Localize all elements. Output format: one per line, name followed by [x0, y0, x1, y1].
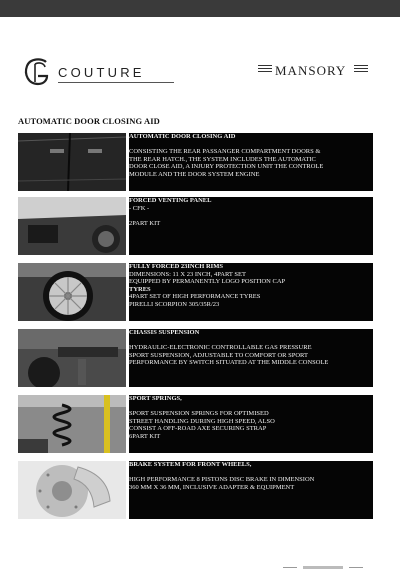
row-line: 360 MM X 36 MM, INCLUSIVE ADAPTER & EQUIPMENT	[129, 483, 295, 491]
row-line: HIGH PERFORMANCE 8 PISTONS DISC BRAKE IN DIMENSION	[129, 476, 315, 484]
row-line	[129, 212, 373, 220]
footer-logo-fragment	[283, 564, 373, 571]
row-line: PIRELLI SCORPION 305/35R/23	[129, 300, 220, 308]
feature-row-springs	[18, 395, 373, 453]
row-line: EQUIPPED BY PERMANENTLY LOGO POSITION CAP	[129, 278, 286, 286]
venting-panel-photo	[18, 197, 126, 255]
row-line: - CFK -	[129, 204, 150, 212]
g-couture-logo	[22, 56, 162, 88]
row-line: 6PART KIT	[129, 432, 161, 440]
g-couture-monogram-icon	[22, 56, 56, 88]
logo-stripes-right	[354, 65, 368, 77]
row-line: CONSISTING THE REAR PASSANGER COMPARTMENT DOORS &	[129, 148, 321, 156]
rims-photo	[18, 263, 126, 321]
chassis-description-panel	[129, 329, 373, 387]
mansory-logo	[258, 64, 370, 80]
chassis-photo	[18, 329, 126, 387]
row-title: FULLY FORCED 23INCH RIMS	[129, 263, 223, 270]
springs-photo	[18, 395, 126, 453]
row-line: MODULE AND THE DOOR SYSTEM ENGINE	[129, 170, 260, 178]
logo-underline	[58, 82, 174, 83]
door-photo	[18, 133, 126, 191]
feature-row-venting-panel	[18, 197, 373, 255]
venting-panel-description	[129, 197, 373, 255]
feature-row-chassis	[18, 329, 373, 387]
row-line	[129, 141, 373, 149]
brakes-photo	[18, 461, 126, 519]
row-title: SPORT SPRINGS,	[129, 395, 182, 402]
row-line: 2PART KIT	[129, 219, 161, 227]
row-line: CONSIST A OFF-ROAD AXE SECURING STRAP	[129, 425, 267, 433]
feature-row-brakes	[18, 461, 373, 519]
feature-row-rims	[18, 263, 373, 321]
row-line: TYRES	[129, 285, 151, 293]
row-title: AUTOMATIC DOOR CLOSING AID	[129, 133, 236, 140]
row-line: THE REAR HATCH., THE SYSTEM INCLUDES THE AUTOMATIC	[129, 155, 316, 163]
row-line	[129, 337, 373, 345]
section-title: AUTOMATIC DOOR CLOSING AID	[18, 116, 160, 126]
row-line: DOOR CLOSE AID, A INJURY PROTECTION UNIT THE CONTROLE	[129, 163, 324, 171]
mansory-wordmark: MANSORY	[275, 63, 347, 78]
rims-description-panel	[129, 263, 373, 321]
row-line: HYDRAULIC-ELECTRONIC CONTROLLABLE GAS PRESSURE	[129, 344, 312, 352]
row-line: SPORT SUSPENSION SPRINGS FOR OPTIMISED	[129, 410, 269, 418]
row-line	[129, 469, 373, 477]
row-title: CHASSIS SUSPENSION	[129, 329, 200, 336]
springs-description-panel	[129, 395, 373, 453]
row-title: BRAKE SYSTEM FOR FRONT WHEELS,	[129, 461, 252, 468]
row-line: STREET HANDLING DURING HIGH SPEED, ALSO	[129, 417, 275, 425]
row-line: PERFORMANCE BY SWITCH SITUATED AT THE MIDDLE CONSOLE	[129, 359, 329, 367]
couture-wordmark: COUTURE	[58, 65, 145, 80]
row-line: SPORT SUSPENSION, ADJUSTABLE TO COMFORT OR SPORT	[129, 351, 308, 359]
door-description-panel	[129, 133, 373, 191]
logo-stripes-left	[258, 65, 272, 77]
feature-row-door-closing	[18, 133, 373, 191]
row-line: DIMENSIONS: 11 X 23 INCH, 4PART SET	[129, 270, 246, 278]
top-bar	[0, 0, 400, 17]
brakes-description-panel	[129, 461, 373, 519]
row-title: FORCED VENTING PANEL	[129, 197, 212, 204]
row-line: 4PART SET OF HIGH PERFORMANCE TYRES	[129, 293, 261, 301]
row-line	[129, 403, 373, 411]
